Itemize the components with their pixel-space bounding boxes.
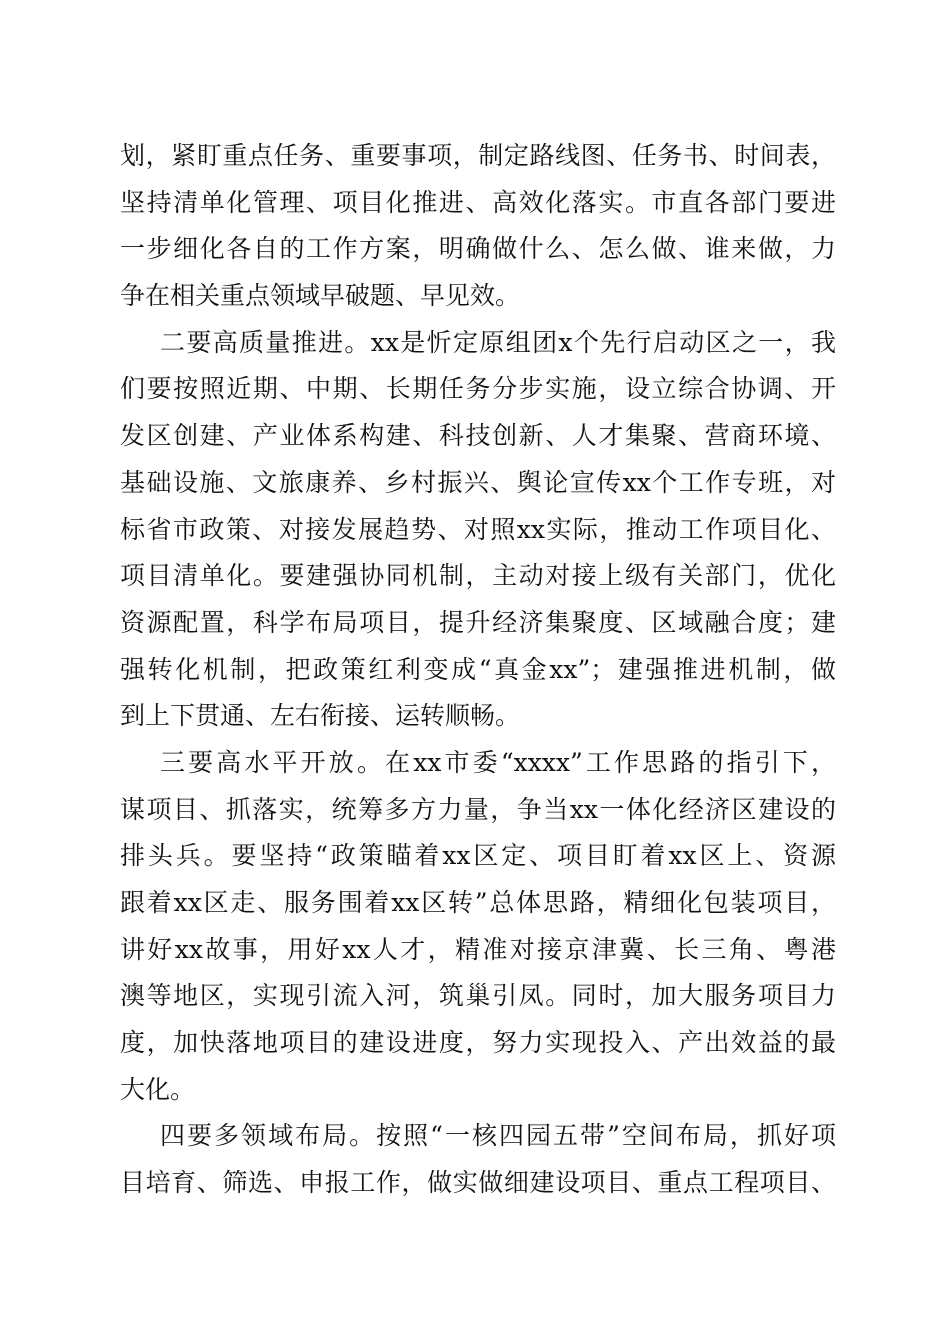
text-line: 度，加快落地项目的建设进度，努力实现投入、产出效益的最 <box>120 1028 836 1058</box>
text-line: 争在相关重点领域早破题、早见效。 <box>120 281 521 311</box>
text-line: 三要高水平开放。在xx市委“xxxx”工作思路的指引下， <box>160 747 836 777</box>
text-line: 跟着xx区走、服务围着xx区转”总体思路，精细化包装项目， <box>120 888 836 917</box>
text-line: 坚持清单化管理、项目化推进、高效化落实。市直各部门要进 <box>120 187 836 217</box>
text-line: 二要高质量推进。xx是忻定原组团x个先行启动区之一，我 <box>160 327 836 357</box>
text-line: 强转化机制，把政策红利变成“真金xx”；建强推进机制，做 <box>120 654 836 684</box>
text-line: 发区创建、产业体系构建、科技创新、人才集聚、营商环境、 <box>120 421 836 451</box>
paragraph <box>120 133 836 320</box>
text-line: 项目清单化。要建强协同机制，主动对接上级有关部门，优化 <box>120 561 836 591</box>
paragraph <box>120 740 836 1114</box>
text-line: 划，紧盯重点任务、重要事项，制定路线图、任务书、时间表， <box>120 141 836 170</box>
text-line: 四要多领域布局。按照“一核四园五带”空间布局，抓好项 <box>160 1121 836 1151</box>
text-line: 大化。 <box>120 1074 196 1104</box>
text-line: 讲好xx故事，用好xx人才，精准对接京津冀、长三角、粤港 <box>120 934 836 964</box>
document-body <box>120 133 836 1207</box>
paragraph <box>120 1113 836 1206</box>
text-line: 排头兵。要坚持“政策瞄着xx区定、项目盯着xx区上、资源 <box>120 841 836 871</box>
text-line: 资源配置，科学布局项目，提升经济集聚度、区域融合度；建 <box>120 607 836 637</box>
text-line: 基础设施、文旅康养、乡村振兴、舆论宣传xx个工作专班，对 <box>120 467 836 497</box>
text-line: 澳等地区，实现引流入河，筑巢引凤。同时，加大服务项目力 <box>120 981 836 1011</box>
text-line: 们要按照近期、中期、长期任务分步实施，设立综合协调、开 <box>120 374 836 404</box>
text-line: 标省市政策、对接发展趋势、对照xx实际，推动工作项目化、 <box>120 514 836 544</box>
text-line: 一步细化各自的工作方案，明确做什么、怎么做、谁来做，力 <box>120 234 836 264</box>
text-line: 到上下贯通、左右衔接、运转顺畅。 <box>120 701 521 731</box>
paragraph <box>120 320 836 740</box>
text-line: 谋项目、抓落实，统筹多方力量，争当xx一体化经济区建设的 <box>120 794 836 824</box>
text-line: 目培育、筛选、申报工作，做实做细建设项目、重点工程项目、 <box>120 1168 836 1198</box>
